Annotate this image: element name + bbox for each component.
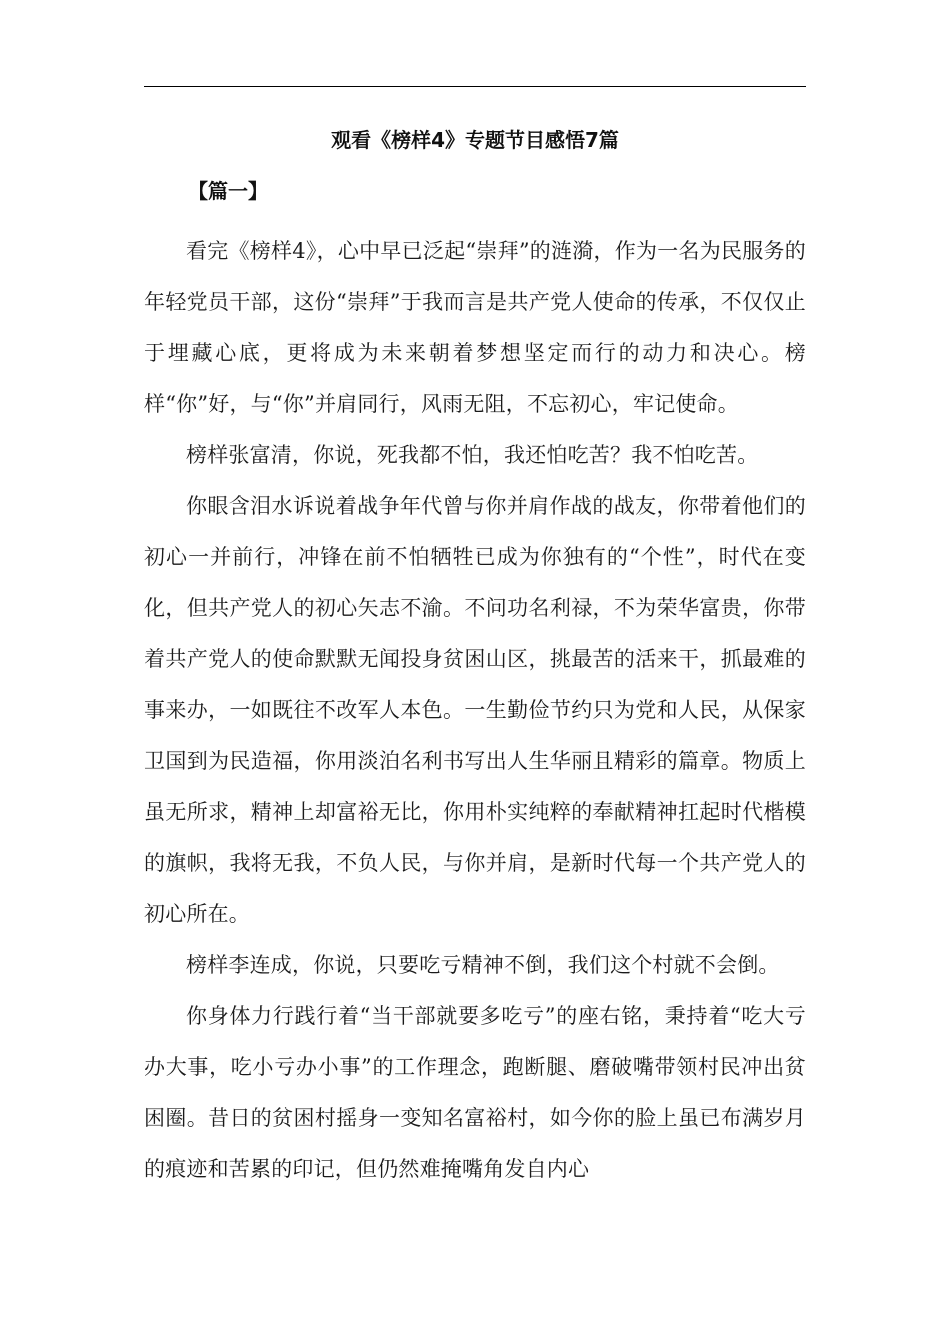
- paragraph: 你眼含泪水诉说着战争年代曾与你并肩作战的战友，你带着他们的初心一并前行，冲锋在前不怕牺牲已成为你独有的“个性”，时代在变化，但共产党人的初心矢志不渝。不问功名利禄，不为荣华富贵，你带着共产党人的使命默默无闻投身贫困山区，挑最苦的活来干，抓最难的事来办，一如既往不改军人本色。一生勤俭节约只为党和人民，从保家卫国到为民造福，你用淡泊名利书写出人生华丽且精彩的篇章。物质上虽无所求，精神上却富裕无比，你用朴实纯粹的奉献精神扛起时代楷模的旗帜，我将无我，不负人民，与你并肩，是新时代每一个共产党人的初心所在。: [144, 494, 806, 926]
- document-title: 观看《榜样4》专题节目感悟7篇: [331, 128, 619, 152]
- header-rule: [144, 86, 806, 87]
- section-heading: 【篇一】: [188, 179, 268, 203]
- paragraph: 你身体力行践行着“当干部就要多吃亏”的座右铭，秉持着“吃大亏办大事，吃小亏办小事”的工作理念，跑断腿、磨破嘴带领村民冲出贫困圈。昔日的贫困村摇身一变知名富裕村，如今你的脸上虽已布满岁月的痕迹和苦累的印记，但仍然难掩嘴角发自内心: [144, 1004, 806, 1181]
- document-body: [144, 226, 806, 1195]
- paragraph: 榜样张富清，你说，死我都不怕，我还怕吃苦？我不怕吃苦。: [186, 443, 759, 467]
- paragraph: 榜样李连成，你说，只要吃亏精神不倒，我们这个村就不会倒。: [186, 953, 780, 977]
- paragraph: 看完《榜样4》，心中早已泛起“崇拜”的涟漪，作为一名为民服务的年轻党员干部，这份“崇拜”于我而言是共产党人使命的传承，不仅仅止于埋藏心底，更将成为未来朝着梦想坚定而行的动力和决心。榜样“你”好，与“你”并肩同行，风雨无阻，不忘初心，牢记使命。: [144, 239, 806, 416]
